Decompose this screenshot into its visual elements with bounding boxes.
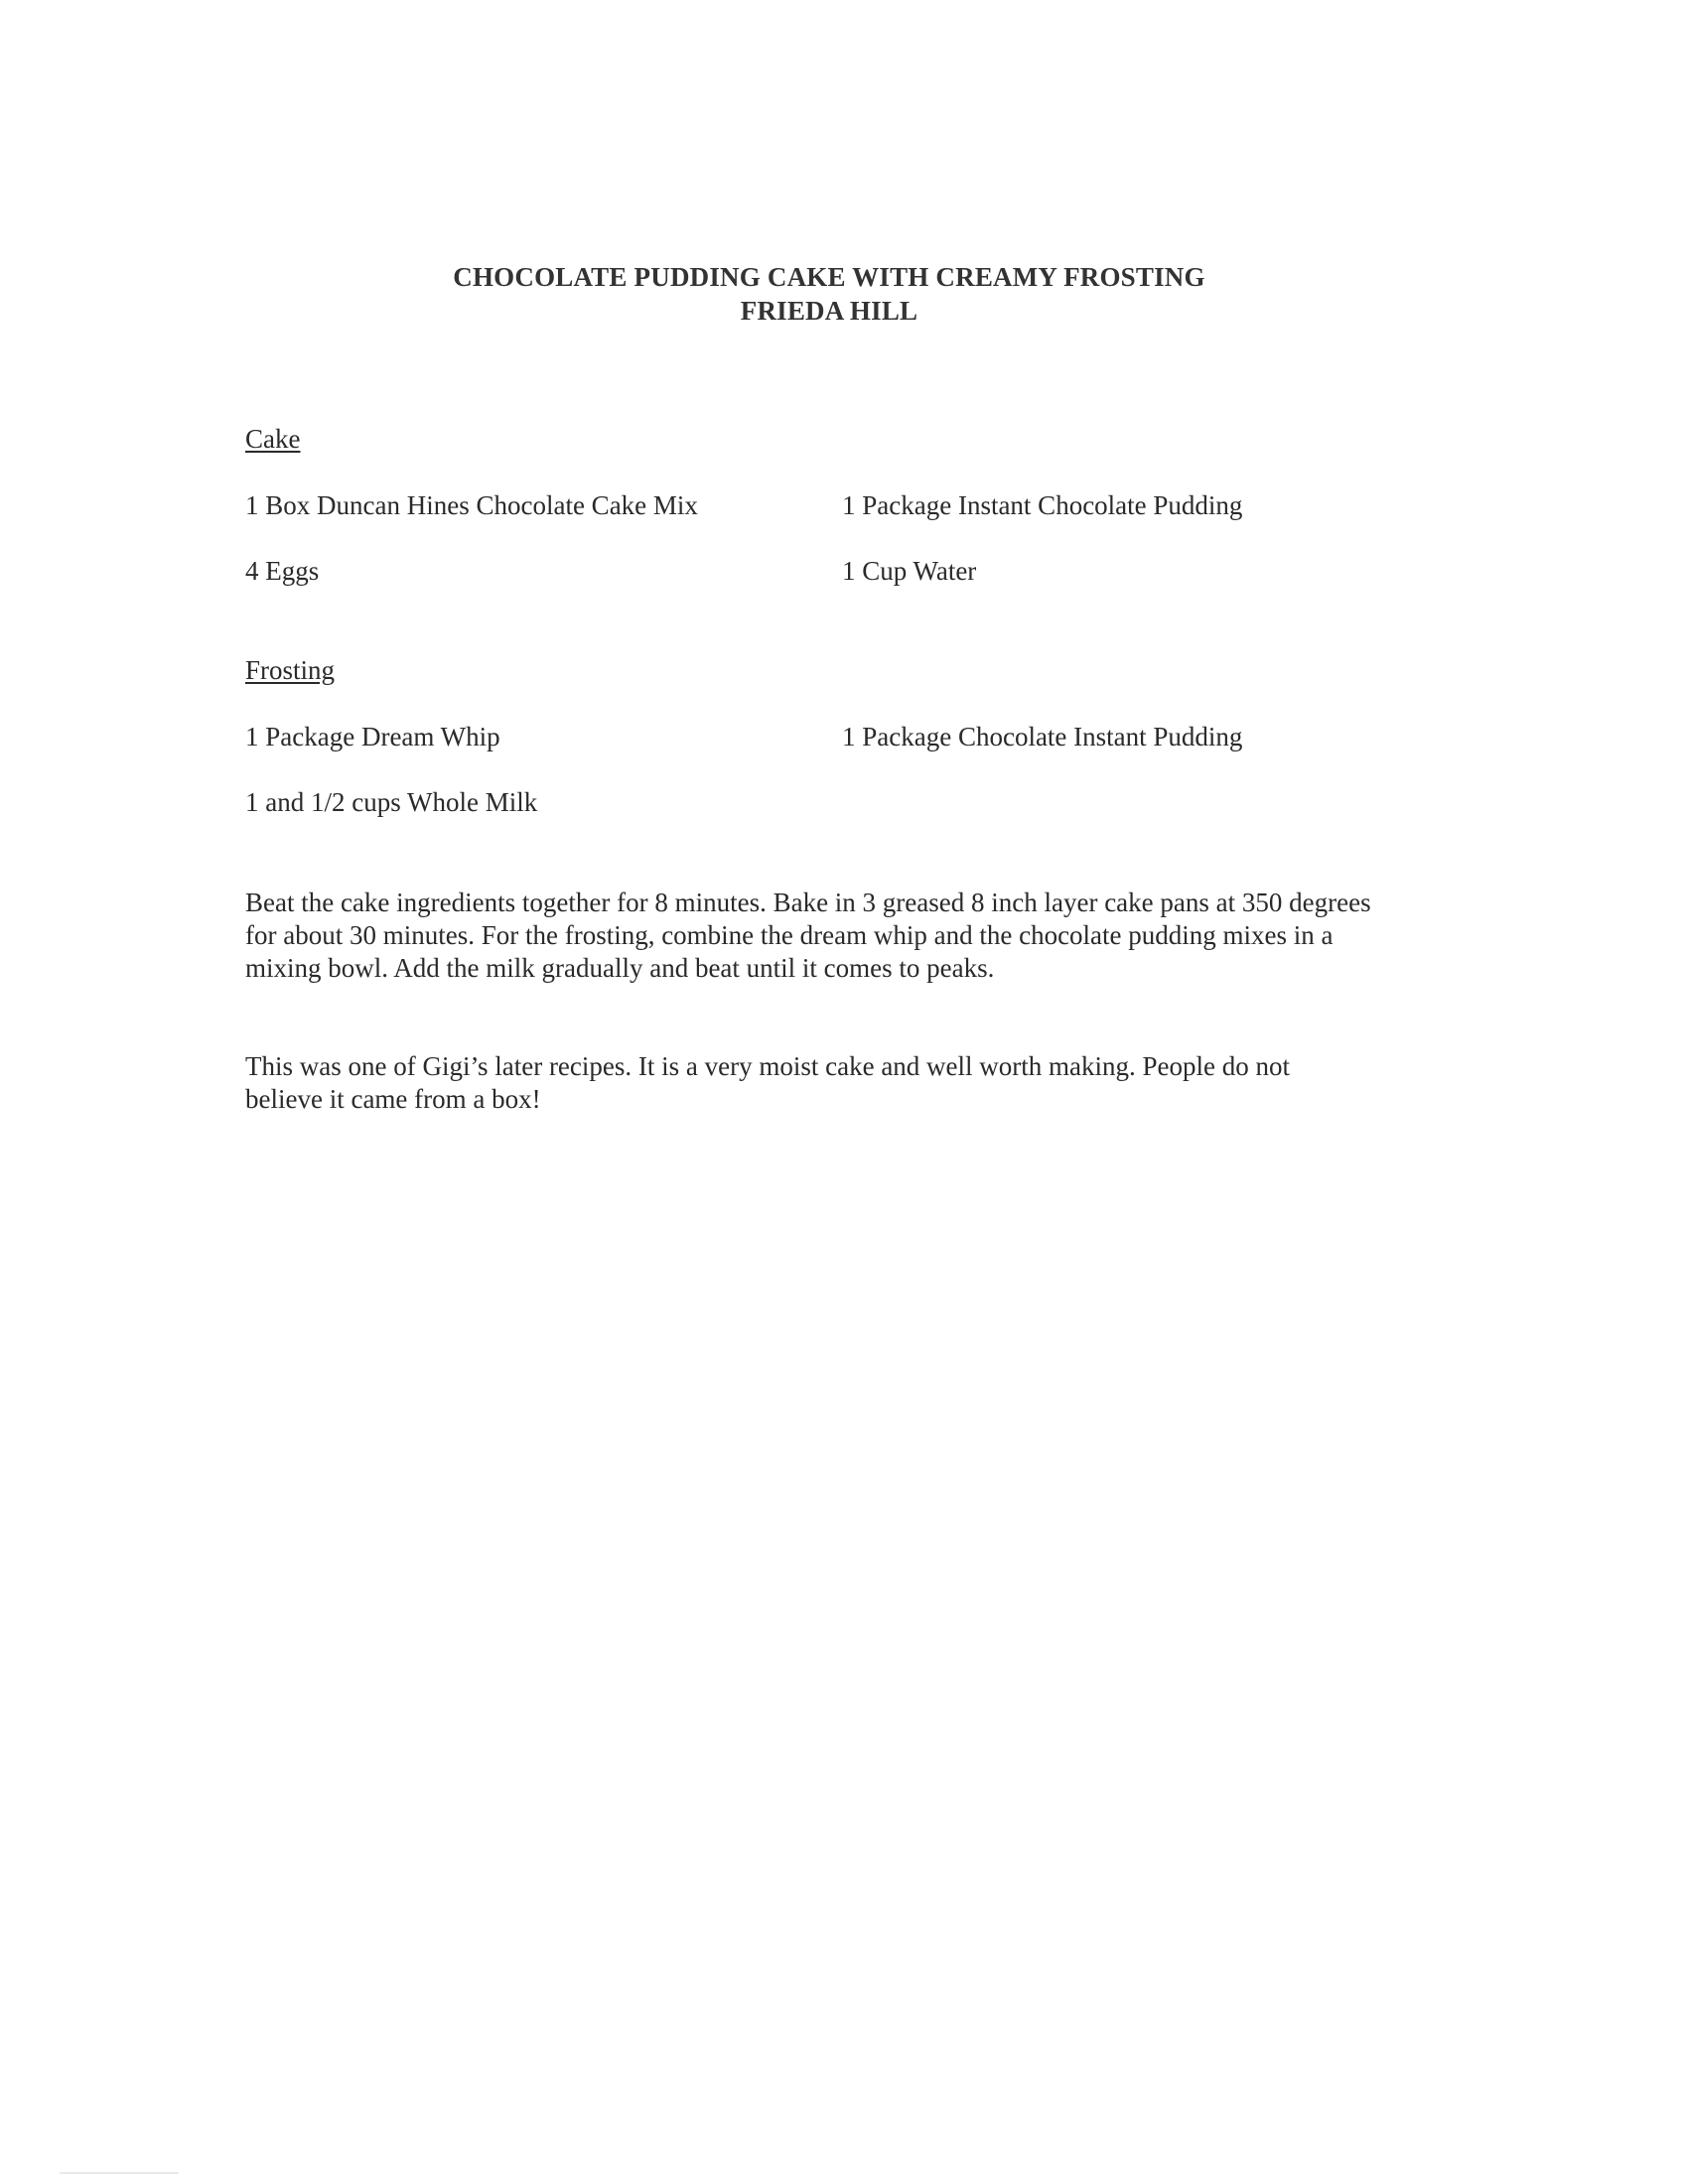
- cake-ingredient-pudding: 1 Package Instant Chocolate Pudding: [842, 490, 1243, 520]
- scan-edge-mark: [60, 2172, 179, 2174]
- instructions-line: mixing bowl. Add the milk gradually and beat until it comes to peaks.: [245, 953, 995, 983]
- instructions-paragraph: [245, 887, 1437, 985]
- cake-ingredient-cake-mix: 1 Box Duncan Hines Chocolate Cake Mix: [245, 490, 698, 520]
- recipe-author: FRIEDA HILL: [740, 296, 918, 326]
- note-paragraph: [245, 1050, 1437, 1116]
- note-line: This was one of Gigi’s later recipes. It is a very moist cake and well worth making. People do not: [245, 1051, 1290, 1081]
- frosting-ingredient-dream-whip: 1 Package Dream Whip: [245, 722, 500, 751]
- note-line: believe it came from a box!: [245, 1084, 541, 1114]
- cake-ingredient-eggs: 4 Eggs: [245, 556, 320, 586]
- title-block: [0, 260, 1658, 328]
- instructions-line: for about 30 minutes. For the frosting, combine the dream whip and the chocolate pudding mixes in a: [245, 920, 1334, 950]
- frosting-ingredient-pudding: 1 Package Chocolate Instant Pudding: [842, 722, 1243, 751]
- frosting-heading: Frosting: [245, 655, 336, 685]
- frosting-ingredient-milk: 1 and 1/2 cups Whole Milk: [245, 787, 538, 817]
- cake-heading: Cake: [245, 424, 301, 454]
- instructions-line: Beat the cake ingredients together for 8 minutes. Bake in 3 greased 8 inch layer cake pans at 350 degrees: [245, 887, 1371, 917]
- cake-ingredient-water: 1 Cup Water: [842, 556, 977, 586]
- recipe-title: CHOCOLATE PUDDING CAKE WITH CREAMY FROSTING: [453, 262, 1205, 292]
